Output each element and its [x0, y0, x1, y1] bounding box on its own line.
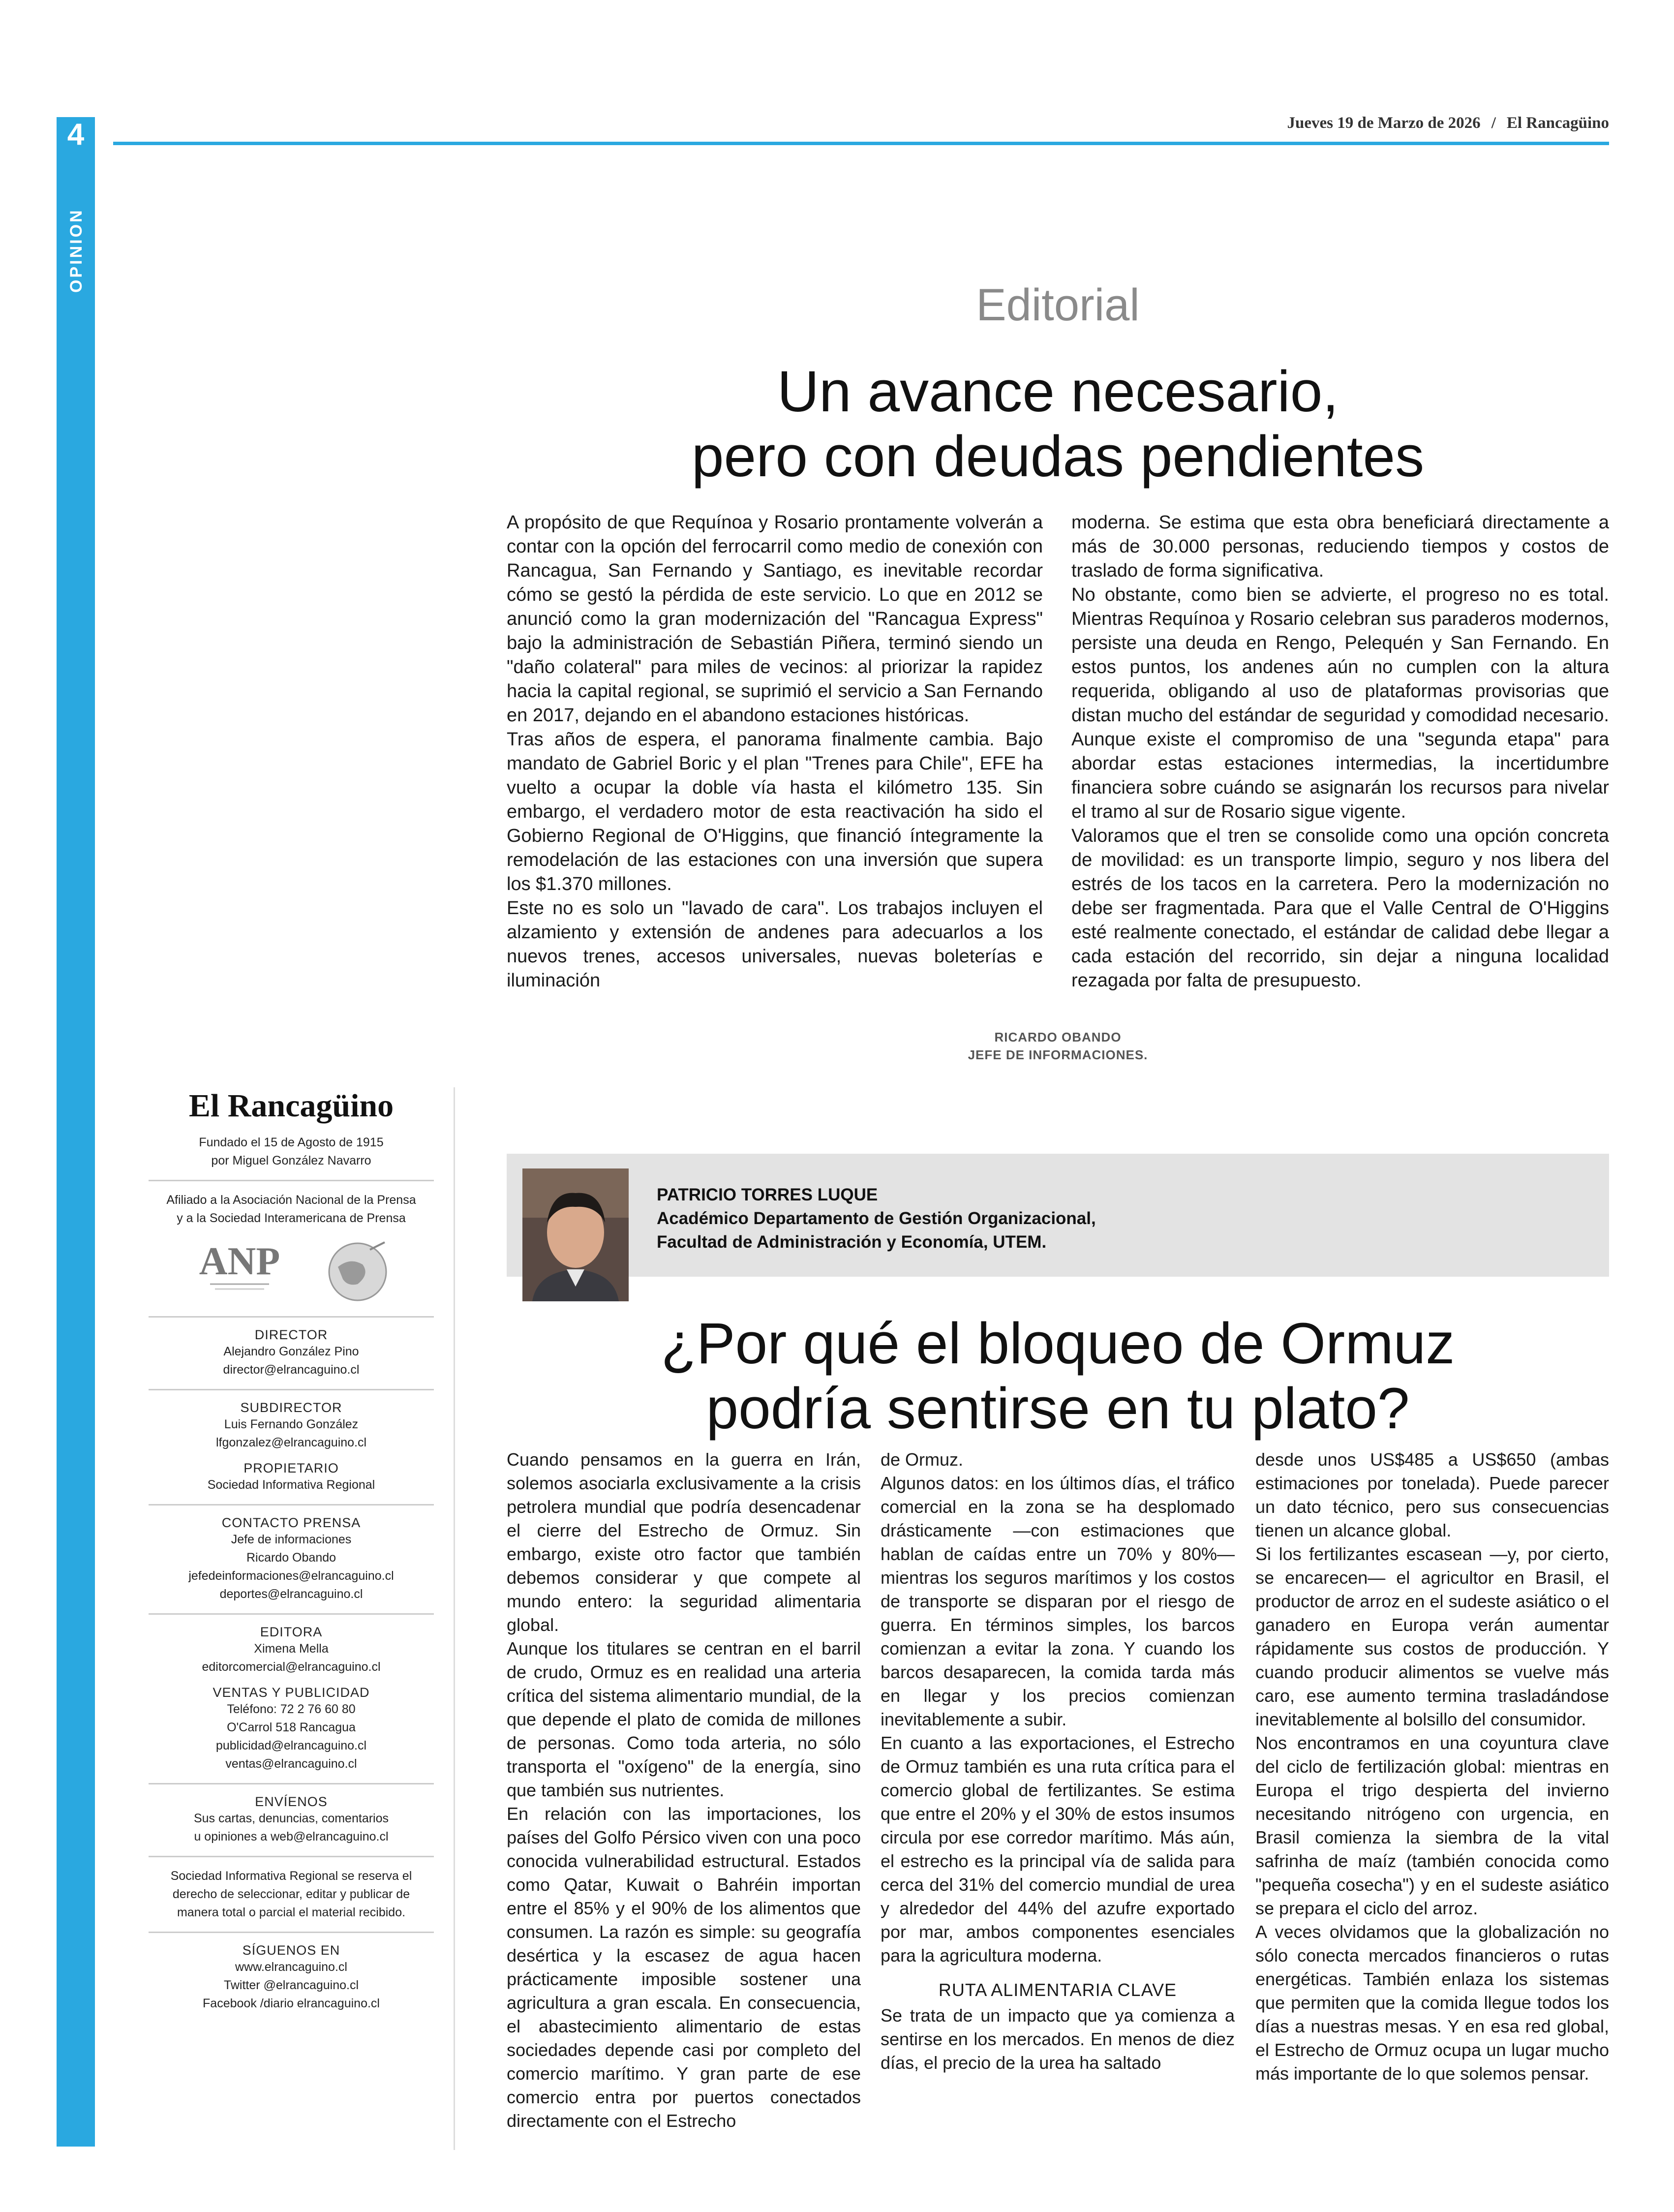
rights-line1: Sociedad Informativa Regional se reserva el [170, 1869, 412, 1883]
paragraph: Nos encontramos en una coyuntura clave del ciclo de fertilización global: mientras en Europa el trigo despierta del invierno necesitando nitrógeno con urgencia, en Brasil comienza la siembra de la vital safrinha de maíz (también conocida como "pequeña cosecha") y en el sudeste asiático se prepara el ciclo del arroz. [1255, 1733, 1609, 1918]
editorial-column-1 [507, 511, 1043, 993]
masthead-title: El Rancagüino [188, 1088, 394, 1124]
paragraph: En relación con las importaciones, los países del Golfo Pérsico viven con una poco conocida vulnerabilidad estructural. Estados como Qatar, Kuwait o Bahréin importan entre el 85% y el 90% de los alimentos que consumen. La razón es simple: su geografía desértica y la escasez de agua hacen prácticamente imposible sostener una agricultura a gran escala. En consecuencia, el abastecimiento alimentario de estas sociedades depende casi por completo del comercio marítimo. Y gran parte de ese comercio entra por puertos conectados directamente con el Estrecho [507, 1804, 861, 2131]
follow-heading: SÍGUENOS EN [242, 1943, 340, 1958]
page-number: 4 [67, 118, 85, 152]
opinion-title-line2: podría sentirse en tu plato? [706, 1376, 1410, 1441]
date-separator: / [1491, 114, 1496, 132]
editorial-signature [507, 1028, 1609, 1064]
send-text1: Sus cartas, denuncias, comentarios [193, 1812, 389, 1825]
sales-phone: Teléfono: 72 2 76 60 80 [227, 1702, 356, 1716]
author-photo [522, 1168, 629, 1301]
press-heading: CONTACTO PRENSA [221, 1515, 361, 1530]
sales-heading: VENTAS Y PUBLICIDAD [213, 1685, 370, 1700]
sales-address: O'Carrol 518 Rancagua [227, 1720, 356, 1734]
founded-line1: Fundado el 15 de Agosto de 1915 [199, 1136, 384, 1149]
press-role: Jefe de informaciones [231, 1533, 352, 1546]
paragraph: Si los fertilizantes escasean —y, por cierto, se encarecen— el agricultor en Brasil, el productor de arroz en el sudeste asiático o el ganadero en Europa verán aumentar rápidamente sus costos de producción. Y cuando producir alimentos se vuelve más caro, ese aumento termina trasladándose inevitablemente al bolsillo del consumidor. [1255, 1544, 1609, 1729]
press-email2: deportes@elrancaguino.cl [219, 1587, 363, 1601]
paragraph: Algunos datos: en los últimos días, el tráfico comercial en la zona se ha desplomado drásticamente —con estimaciones que hablan de caídas entre un 70% y 80%— mientras los seguros marítimos y los costos de transporte se disparan por el riesgo de guerra. En términos simples, los barcos comienzan a evitar la zona. Y cuando los barcos desaparecen, la comida tarda más en llegar y los precios comienzan inevitablemente a subir. [881, 1473, 1235, 1729]
editor-heading: EDITORA [260, 1625, 323, 1639]
send-heading: ENVÍENOS [255, 1794, 328, 1809]
follow-facebook: Facebook /diario elrancaguino.cl [203, 1997, 380, 2010]
affiliated-line2: y a la Sociedad Interamericana de Prensa [177, 1211, 406, 1225]
rights-line3: manera total o parcial el material recibido. [177, 1905, 406, 1919]
follow-web: www.elrancaguino.cl [235, 1960, 347, 1974]
owner-name: Sociedad Informativa Regional [207, 1478, 375, 1492]
divider [149, 1316, 434, 1318]
section-label-text: OPINION [67, 208, 86, 293]
editorial-title [507, 359, 1609, 489]
opinion-column-1 [507, 1448, 861, 2133]
director-email: director@elrancaguino.cl [223, 1363, 360, 1377]
paragraph: de Ormuz. [881, 1449, 964, 1470]
editorial-title-line2: pero con deudas pendientes [691, 424, 1425, 489]
paragraph: En cuanto a las exportaciones, el Estrecho de Ormuz también es una ruta crítica para el comercio global de fertilizantes. Se estima que entre el 20% y el 30% de estos insumos circula por ese corredor marítimo. Más aún, el estrecho es la principal vía de salida para cerca del 31% del comercio mundial de urea y alrededor del 44% del azufre exportado por mar, ambos componentes esenciales para la agricultura moderna. [881, 1733, 1235, 1966]
paper-name: El Rancagüino [1506, 114, 1609, 132]
opinion-title [507, 1311, 1609, 1441]
paragraph: Se trata de un impacto que ya comienza a sentirse en los mercados. En menos de diez días, el precio de la urea ha saltado [881, 2005, 1235, 2073]
subheading: RUTA ALIMENTARIA CLAVE [938, 1980, 1177, 2000]
opinion-title-line1: ¿Por qué el bloqueo de Ormuz [661, 1311, 1455, 1376]
header-rule [113, 142, 1609, 145]
issue-date: Jueves 19 de Marzo de 2026 [1287, 114, 1481, 132]
paragraph: A veces olvidamos que la globalización no sólo conecta mercados financieros o rutas energéticas. También enlaza los sistemas que permiten que la comida llegue todos los días a nuestras mesas. Y en esa red global, el Estrecho de Ormuz ocupa un lugar mucho más importante de lo que solemos pensar. [1255, 1922, 1609, 2084]
sales-email2: ventas@elrancaguino.cl [225, 1757, 357, 1771]
masthead [129, 1087, 454, 2013]
paragraph: Valoramos que el tren se consolide como una opción concreta de movilidad: es un transporte limpio, seguro y nos libera del estrés de los tacos en la carretera. Pero la modernización no debe ser fragmentada. Para que el Valle Central de O'Higgins esté realmente conectado, el estándar de calidad debe llegar a cada estación del recorrido, sin dejar a ninguna localidad rezagada por falta de presupuesto. [1071, 826, 1609, 991]
press-email1: jefedeinformaciones@elrancaguino.cl [188, 1569, 394, 1583]
owner-heading: PROPIETARIO [243, 1461, 339, 1475]
signature-role: JEFE DE INFORMACIONES. [968, 1047, 1148, 1062]
logos [129, 1237, 454, 1306]
divider [149, 1932, 434, 1933]
subdirector-heading: SUBDIRECTOR [240, 1400, 342, 1415]
globe-logo [323, 1237, 392, 1306]
section-strip [57, 117, 95, 2147]
divider [149, 1389, 434, 1390]
author-info [657, 1183, 1096, 1254]
editor-name: Ximena Mella [254, 1642, 329, 1656]
divider [149, 1180, 434, 1181]
affiliated-line1: Afiliado a la Asociación Nacional de la Prensa [166, 1193, 416, 1207]
paragraph: desde unos US$485 a US$650 (ambas estimaciones por tonelada). Puede parecer un dato técnico, pero sus consecuencias tienen un alcance global. [1255, 1449, 1609, 1540]
signature-name: RICARDO OBANDO [994, 1030, 1122, 1045]
subdirector-name: Luis Fernando González [224, 1417, 359, 1431]
paragraph: Cuando pensamos en la guerra en Irán, solemos asociarla exclusivamente a la crisis petrolera mundial que podría desencadenar el cierre del Estrecho de Ormuz. Sin embargo, existe otro factor que también debemos considerar y que compete al mundo entero: la seguridad alimentaria global. [507, 1449, 861, 1635]
editorial-kicker: Editorial [976, 280, 1140, 330]
author-name: PATRICIO TORRES LUQUE [657, 1185, 878, 1204]
anp-logo [190, 1237, 289, 1296]
paragraph: Tras años de espera, el panorama finalmente cambia. Bajo mandato de Gabriel Boric y el plan "Trenes para Chile", EFE ha vuelto a ocupar la doble vía hasta el kilómetro 135. Sin embargo, el verdadero motor de esta reactivación ha sido el Gobierno Regional de O'Higgins, que financió íntegramente la remodelación de las estaciones con una inversión que supera los $1.370 millones. [507, 729, 1043, 894]
sales-email1: publicidad@elrancaguino.cl [215, 1739, 367, 1752]
anp-logo-text: ANP [199, 1240, 280, 1283]
date-line [1287, 114, 1610, 132]
masthead-divider [454, 1087, 455, 2150]
divider [149, 1783, 434, 1784]
divider [149, 1504, 434, 1505]
send-text2: u opiniones a web@elrancaguino.cl [194, 1830, 389, 1843]
author-portrait [522, 1168, 629, 1301]
paragraph: moderna. Se estima que esta obra beneficiará directamente a más de 30.000 personas, reduciendo tiempos y costos de traslado de forma significativa. [1071, 512, 1609, 581]
divider [149, 1856, 434, 1857]
paragraph: Aunque los titulares se centran en el barril de crudo, Ormuz es en realidad una arteria crítica del sistema alimentario mundial, de la que depende el plato de comida de millones de personas. Como toda arteria, no sólo transporta el "oxígeno" de la energía, sino que también sus nutrientes. [507, 1638, 861, 1800]
paragraph: No obstante, como bien se advierte, el progreso no es total. Mientras Requínoa y Rosario celebran sus paraderos modernos, persiste una deuda en Rengo, Pelequén y San Fernando. En estos puntos, los andenes aún no cumplen con la altura requerida, obligando al uso de plataformas provisorias que distan mucho del estándar de seguridad y comodidad necesario. Aunque existe el compromiso de una "segunda etapa" para abordar estas estaciones intermedias, la incertidumbre financiera sobre cuándo se asignarán los recursos para nivelar el tramo al sur de Rosario sigue vigente. [1071, 584, 1609, 822]
section-label [63, 199, 88, 298]
founded-line2: por Miguel González Navarro [211, 1154, 371, 1167]
opinion-column-3 [1255, 1448, 1609, 2086]
follow-twitter: Twitter @elrancaguino.cl [223, 1978, 359, 1992]
rights-line2: derecho de seleccionar, editar y publicar de [172, 1887, 410, 1901]
divider [149, 1613, 434, 1615]
subdirector-email: lfgonzalez@elrancaguino.cl [215, 1436, 367, 1449]
director-name: Alejandro González Pino [223, 1345, 359, 1358]
opinion-column-2 [881, 1448, 1235, 2075]
editor-email: editorcomercial@elrancaguino.cl [202, 1660, 381, 1674]
editorial-title-line1: Un avance necesario, [777, 359, 1339, 424]
paragraph: Este no es solo un "lavado de cara". Los trabajos incluyen el alzamiento y extensión de andenes para adecuarlos a los nuevos trenes, accesos universales, nuevas boleterías e iluminación [507, 898, 1043, 991]
press-name: Ricardo Obando [246, 1551, 336, 1565]
editorial-column-2 [1071, 511, 1609, 993]
paragraph: A propósito de que Requínoa y Rosario prontamente volverán a contar con la opción del ferrocarril como medio de conexión con Rancagua, San Fernando y Santiago, es inevitable recordar cómo se gestó la pérdida de este servicio. Lo que en 2012 se anunció como la gran modernización del "Rancagua Express" bajo la administración de Sebastián Piñera, terminó siendo un "daño colateral" para miles de vecinos: al priorizar la rapidez hacia la capital regional, se suprimió el servicio a San Fernando en 2017, dejando en el abandono estaciones históricas. [507, 512, 1043, 726]
director-heading: DIRECTOR [254, 1327, 328, 1342]
author-role1: Académico Departamento de Gestión Organizacional, [657, 1209, 1096, 1228]
author-role2: Facultad de Administración y Economía, UTEM. [657, 1232, 1047, 1252]
